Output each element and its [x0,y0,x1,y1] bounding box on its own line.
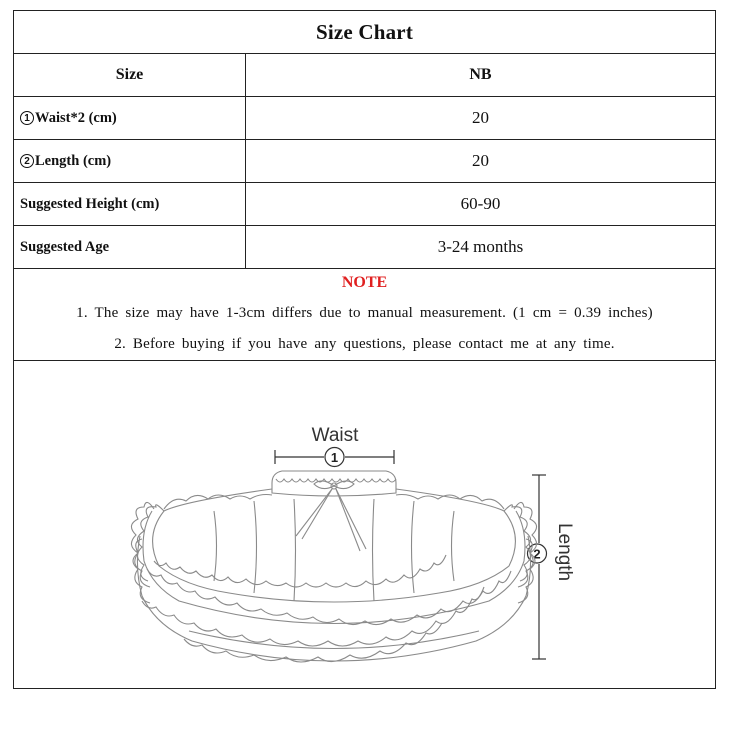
row-label-text: Suggested Height (cm) [20,195,160,212]
table-row [14,97,715,140]
table-row [14,226,715,269]
note-line-1: 1. The size may have 1-3cm differs due to manual measurement. (1 cm = 0.39 inches) [76,305,653,321]
waist-label: Waist [311,425,359,446]
row-value: 3-24 months [437,237,524,256]
tutu-skirt-diagram [14,361,715,691]
circled-number-icon: 1 [20,111,34,125]
row-label [14,226,246,268]
length-label: Length [554,523,575,582]
row-value: 60-90 [460,194,501,213]
row-label [14,97,246,139]
skirt-sketch-icon [14,361,715,691]
chart-title: Size Chart [14,11,715,54]
size-header-label: Size [14,54,246,96]
length-marker: 2 [533,546,541,562]
circled-number-icon: 2 [20,154,34,168]
size-header-row [14,54,715,97]
row-value: 20 [472,151,489,170]
row-label-text: Suggested Age [20,238,110,255]
row-value: 20 [472,108,489,127]
row-label-text: Length (cm) [35,152,112,169]
table-row [14,183,715,226]
note-line-2: 2. Before buying if you have any questions, please contact me at any time. [114,336,615,352]
row-label [14,183,246,225]
size-header-value: NB [469,66,492,83]
row-label [14,140,246,182]
table-row [14,140,715,183]
waist-marker: 1 [330,450,339,465]
note-section [14,269,715,361]
note-title: NOTE [341,274,388,291]
size-chart [13,10,716,689]
row-label-text: Waist*2 (cm) [35,109,117,126]
